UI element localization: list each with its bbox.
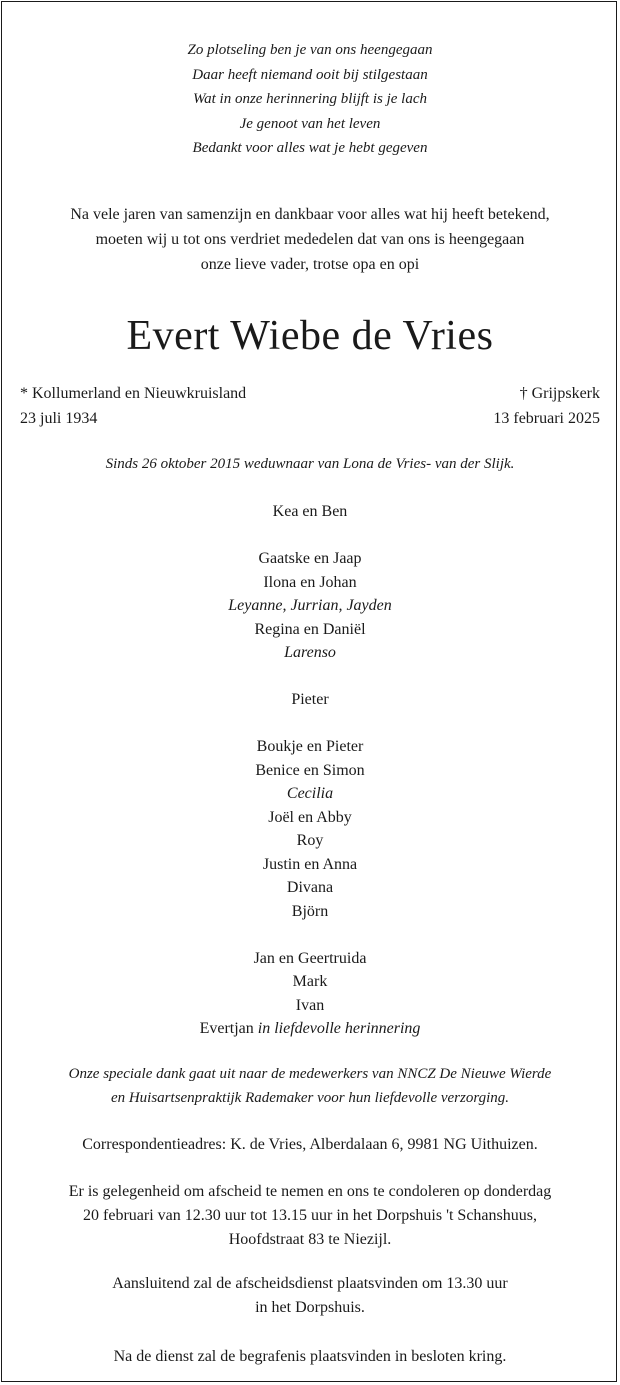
family-member — [0, 735, 620, 759]
family-member — [0, 1017, 620, 1041]
poem-line: Wat in onze herinnering blijft is je lach — [192, 91, 428, 107]
family-member-name: Ivan — [295, 996, 325, 1014]
family-member — [0, 970, 620, 994]
birth-date: 23 juli 1934 — [20, 410, 98, 427]
farewell-line: Hoofdstraat 83 te Niezijl. — [228, 1231, 392, 1248]
family-member-name: Divana — [286, 879, 334, 896]
death-place: † Grijpskerk — [519, 385, 600, 402]
burial-text: Na de dienst zal de begrafenis plaatsvinden in besloten kring. — [113, 1348, 507, 1365]
family-member — [0, 876, 620, 900]
family-spacer — [0, 712, 620, 736]
widower-note: Sinds 26 oktober 2015 weduwnaar van Lona de Vries- van der Slijk. — [105, 456, 515, 472]
family-member — [0, 500, 620, 524]
family-member-name: Boukje en Pieter — [256, 738, 364, 755]
family-member — [0, 547, 620, 571]
poem — [0, 38, 620, 161]
family-member — [0, 641, 620, 665]
poem-line: Bedankt voor alles wat je hebt gegeven — [192, 140, 428, 156]
death-date: 13 februari 2025 — [493, 410, 600, 427]
family-member-name: Björn — [291, 902, 329, 920]
service-line: Aansluitend zal de afscheidsdienst plaatsvinden om 13.30 uur — [112, 1275, 508, 1292]
family-list — [0, 500, 620, 1041]
family-member-name: Leyanne, Jurrian, Jayden — [228, 597, 392, 614]
poem-line: Je genoot van het leven — [239, 115, 381, 132]
family-member — [0, 994, 620, 1018]
family-member — [0, 900, 620, 924]
farewell-line: Er is gelegenheid om afscheid te nemen en ons te condoleren op donderdag — [68, 1183, 552, 1200]
family-member-name: Mark — [292, 973, 328, 990]
thanks-text — [0, 1062, 620, 1110]
intro-line: moeten wij u tot ons verdriet mededelen dat van ons is heengegaan — [95, 231, 525, 248]
service-line: in het Dorpshuis. — [255, 1299, 365, 1316]
family-member-name: Ilona en Johan — [263, 573, 357, 591]
birth-info — [20, 381, 246, 431]
birth-place: * Kollumerland en Nieuwkruisland — [20, 385, 247, 402]
farewell-text — [0, 1180, 620, 1252]
family-spacer — [0, 524, 620, 548]
family-member — [0, 829, 620, 853]
family-spacer — [0, 665, 620, 689]
death-info — [493, 381, 600, 431]
family-member — [0, 853, 620, 877]
poem-line: Zo plotseling ben je van ons heengegaan — [187, 42, 433, 58]
family-member — [0, 594, 620, 618]
family-member — [0, 571, 620, 595]
family-member-name: Cecilia — [286, 785, 334, 802]
intro-line: Na vele jaren van samenzijn en dankbaar voor alles wat hij heeft betekend, — [70, 206, 550, 223]
family-member — [0, 688, 620, 712]
family-member-name: Jan en Geertruida — [253, 949, 367, 967]
family-member-name: Justin en Anna — [262, 855, 358, 873]
service-text — [0, 1272, 620, 1320]
family-member-name: Roy — [296, 832, 324, 849]
intro-text — [0, 202, 620, 277]
thanks-line: en Huisartsenpraktijk Rademaker voor hun liefdevolle verzorging. — [110, 1090, 510, 1106]
family-member-note: in liefdevolle herinnering — [253, 1020, 421, 1037]
family-member — [0, 782, 620, 806]
thanks-line: Onze speciale dank gaat uit naar de medewerkers van NNCZ De Nieuwe Wierde — [68, 1066, 552, 1082]
family-member — [0, 806, 620, 830]
deceased-name: Evert Wiebe de Vries — [126, 313, 494, 359]
correspondence-address: Correspondentieadres: K. de Vries, Alberdalaan 6, 9981 NG Uithuizen. — [82, 1136, 538, 1153]
family-spacer — [0, 923, 620, 947]
family-member — [0, 947, 620, 971]
family-member-name: Joël en Abby — [268, 808, 352, 826]
family-member-name: Regina en Daniël — [254, 620, 366, 638]
family-member-name: Gaatske en Jaap — [258, 550, 362, 567]
family-member — [0, 618, 620, 642]
farewell-line: 20 februari van 12.30 uur tot 13.15 uur in het Dorpshuis 't Schanshuus, — [83, 1207, 537, 1224]
family-member — [0, 759, 620, 783]
family-member-name: Larenso — [284, 644, 336, 661]
family-member-name: Kea en Ben — [272, 503, 348, 520]
family-member-name: Benice en Simon — [255, 761, 365, 779]
intro-line: onze lieve vader, trotse opa en opi — [200, 256, 420, 273]
family-member-name: Pieter — [291, 691, 329, 708]
poem-line: Daar heeft niemand ooit bij stilgestaan — [192, 66, 428, 83]
family-member-name: Evertjan — [199, 1020, 254, 1037]
